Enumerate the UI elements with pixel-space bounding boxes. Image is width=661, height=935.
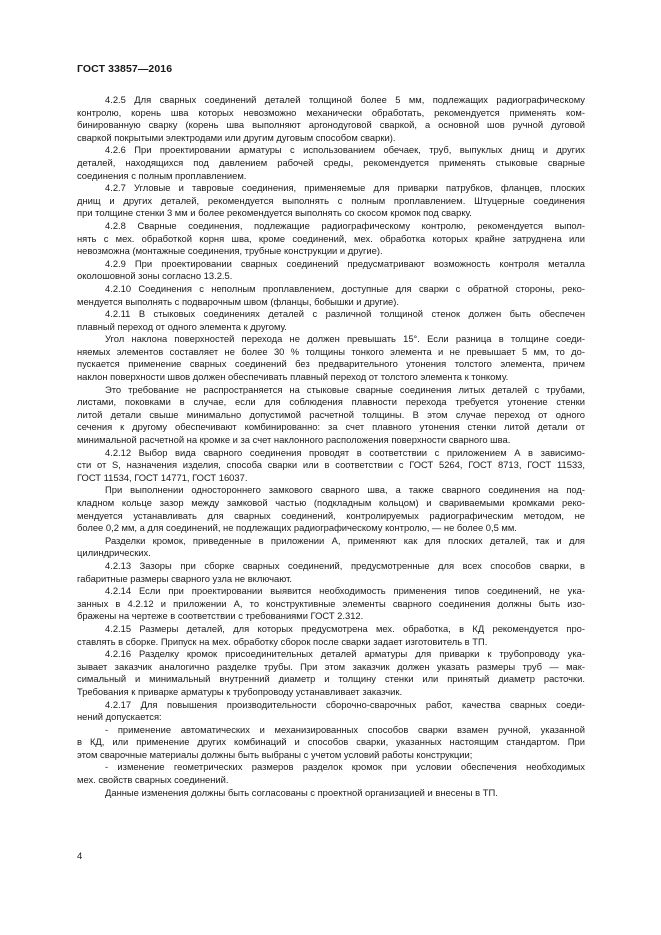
text-line: Данные изменения должны быть согласованы с проектной организацией и внесены в ТП. — [105, 786, 498, 798]
text-line: 4.2.11 В стыковых соединениях деталей с различной толщиной стенок должен быть обеспечен — [105, 308, 585, 320]
text-line: днищ и других деталей, рекомендуется выполнять с полным проплавлением. Штуцерные соединения — [77, 194, 585, 206]
text-line: кладном кольце зазор между замковой частью (подкладным кольцом) и свариваемыми кромками реко- — [77, 497, 585, 508]
text-line: соединения с полным проплавлением. — [77, 169, 247, 181]
page-number: 4 — [77, 851, 83, 862]
text-line: невозможна (монтажные соединения, трубные конструкции и другие). — [77, 245, 383, 257]
text-line: ГОСТ 11534, ГОСТ 14771, ГОСТ 16037. — [77, 471, 248, 483]
text-line: зывает заказчик аналогично разделке трубы. При этом заказчик должен указать размеры труб — мак- — [77, 660, 585, 672]
text-line: - применение автоматических и механизированных способов сварки взамен ручной, указанной — [105, 723, 585, 735]
text-line: литой детали свыше минимально допустимой расчетной толщины. В этом случае переход от одного — [77, 408, 585, 420]
text-line: 4.2.16 Разделку кромок присоединительных деталей арматуры для приварки к трубопроводу ука- — [105, 648, 585, 660]
text-line: При выполнении одностороннего замкового сварного шва, а также сварного соединения на под- — [105, 484, 585, 496]
text-line: плавный переход от одного элемента к другому. — [77, 320, 287, 332]
text-line: листами, поковками в случае, если для соблюдения плавности перехода требуется утонение стенки — [77, 396, 585, 408]
text-line: бинированную сварку (корень шва выполняют аргонодуговой сваркой, а основной шов ручной дуговой — [77, 119, 585, 131]
text-line: ставлять в сборке. Припуск на мех. обработку сборок после сварки задает изготовитель в ТП. — [77, 635, 488, 647]
text-line: 4.2.7 Угловые и тавровые соединения, применяемые для приварки патрубков, фланцев, плоских — [105, 182, 585, 194]
text-line: 4.2.14 Если при проектировании выявится необходимость применения типов соединений, не ука- — [105, 585, 585, 597]
text-line: пускается применение сварных соединений без предварительного утонения толстого элемента, причем — [77, 358, 585, 370]
text-line: Угол наклона поверхностей перехода не должен превышать 15°. Если разница в толщине соеди- — [105, 333, 585, 345]
text-line: сваркой покрытыми электродами или другим дуговым способом сварки). — [77, 131, 396, 143]
text-line: габаритные размеры сварного узла не включают. — [77, 572, 292, 584]
text-line: Требования к приварке арматуры к трубопроводу устанавливает заказчик. — [77, 685, 403, 697]
text-line: мендуется устанавливать для сварных соединений, контролируемых радиографическим методом, не — [77, 509, 585, 521]
text-line: контролю, корень шва которых невозможно механически обработать, рекомендуется применять ком- — [77, 106, 585, 118]
text-line: 4.2.15 Размеры деталей, для которых предусмотрена мех. обработка, в КД рекомендуется про- — [105, 622, 585, 634]
text-line: нять с мех. обработкой корня шва, кроме соединений, мех. обработка которых крайне затруднена или — [77, 232, 585, 244]
text-line: 4.2.10 Соединения с неполным проплавлением, доступные для сварки с обратной стороны, реко- — [105, 282, 585, 294]
text-line: наклон поверхности швов должен обеспечивать плавный переход от толстого элемента к тонкому. — [77, 371, 509, 383]
text-line: нений допускается: — [77, 711, 162, 723]
text-line: мендуется выполнять с подварочным швом (фланцы, бобышки и другие). — [77, 295, 399, 307]
text-line: 4.2.13 Зазоры при сборке сварных соединений, предусмотренные для всех способов сварки, в — [105, 559, 585, 571]
text-line: минимальной расчетной на кромке и за счет наклонного расположения поверхности сварного шва. — [77, 434, 511, 446]
text-line: цилиндрических. — [77, 547, 151, 559]
text-line: 4.2.17 Для повышения производительности сборочно-сварочных работ, качества сварных соеди- — [105, 698, 585, 710]
text-line: сти от S, назначения изделия, способа сварки или в соответствии с ГОСТ 5264, ГОСТ 8713, ГОСТ 11533, — [77, 459, 585, 471]
text-line: 4.2.12 Выбор вида сварного соединения проводят в соответствии с приложением А в зависимо- — [105, 446, 585, 458]
text-line: этом сварочные материалы должны быть выбраны с учетом условий работы конструкции; — [77, 748, 473, 760]
text-line: симальный и минимальный внутренний диаметр и толщину стенки или принятый диаметр расточки. — [77, 673, 585, 685]
text-line: няемых элементов составляет не более 30 % толщины тонкого элемента и не превышает 5 мм, то до- — [77, 345, 585, 357]
text-line: - изменение геометрических размеров разделок кромок при условии обеспечения необходимых — [105, 761, 585, 773]
text-line: занных в 4.2.12 и приложении А, то конструктивные элементы сварного соединения должны быть изо- — [77, 597, 585, 609]
text-line: 4.2.6 При проектировании арматуры с использованием обечаек, труб, выпуклых днищ и других — [105, 144, 585, 156]
text-line: деталей, находящихся под давлением рабочей среды, рекомендуется применять стыковые сварные — [77, 156, 585, 168]
text-line: Это требование не распространяется на стыковые сварные соединения литых деталей с трубами, — [105, 383, 585, 395]
text-line: мех. свойств сварных соединений. — [77, 774, 229, 786]
text-line: сечения к другому обеспечивают комбинированно: за счет плавного утонения стенки литой детали от — [77, 421, 585, 433]
document-header: ГОСТ 33857—2016 — [77, 63, 173, 75]
text-line: 4.2.9 При проектировании сварных соединений предусматривают возможность контроля металла — [105, 257, 585, 269]
text-line: 4.2.5 Для сварных соединений деталей толщиной более 5 мм, подлежащих радиографическому — [105, 94, 585, 105]
text-line: 4.2.8 Сварные соединения, подлежащие радиографическому контролю, рекомендуется выпол- — [105, 219, 585, 231]
text-line: околошовной зоны согласно 13.2.5. — [77, 270, 233, 282]
text-line: бражены на чертеже в соответствии с требованиями ГОСТ 2.312. — [77, 610, 364, 622]
text-line: в КД, или применение других комбинаций и способов сварки, указанных настоящим стандартом. При — [77, 736, 585, 748]
text-line: Разделки кромок, приведенные в приложении А, применяют как для плоских деталей, так и для — [105, 534, 585, 546]
text-line: более 0,2 мм, а для соединений, не подлежащих радиографическому контролю, — не более 0,5 мм. — [77, 522, 517, 534]
document-body — [77, 94, 585, 799]
text-line: при толщине стенки 3 мм и более рекомендуется выполнять со скосом кромок под сварку. — [77, 207, 472, 219]
